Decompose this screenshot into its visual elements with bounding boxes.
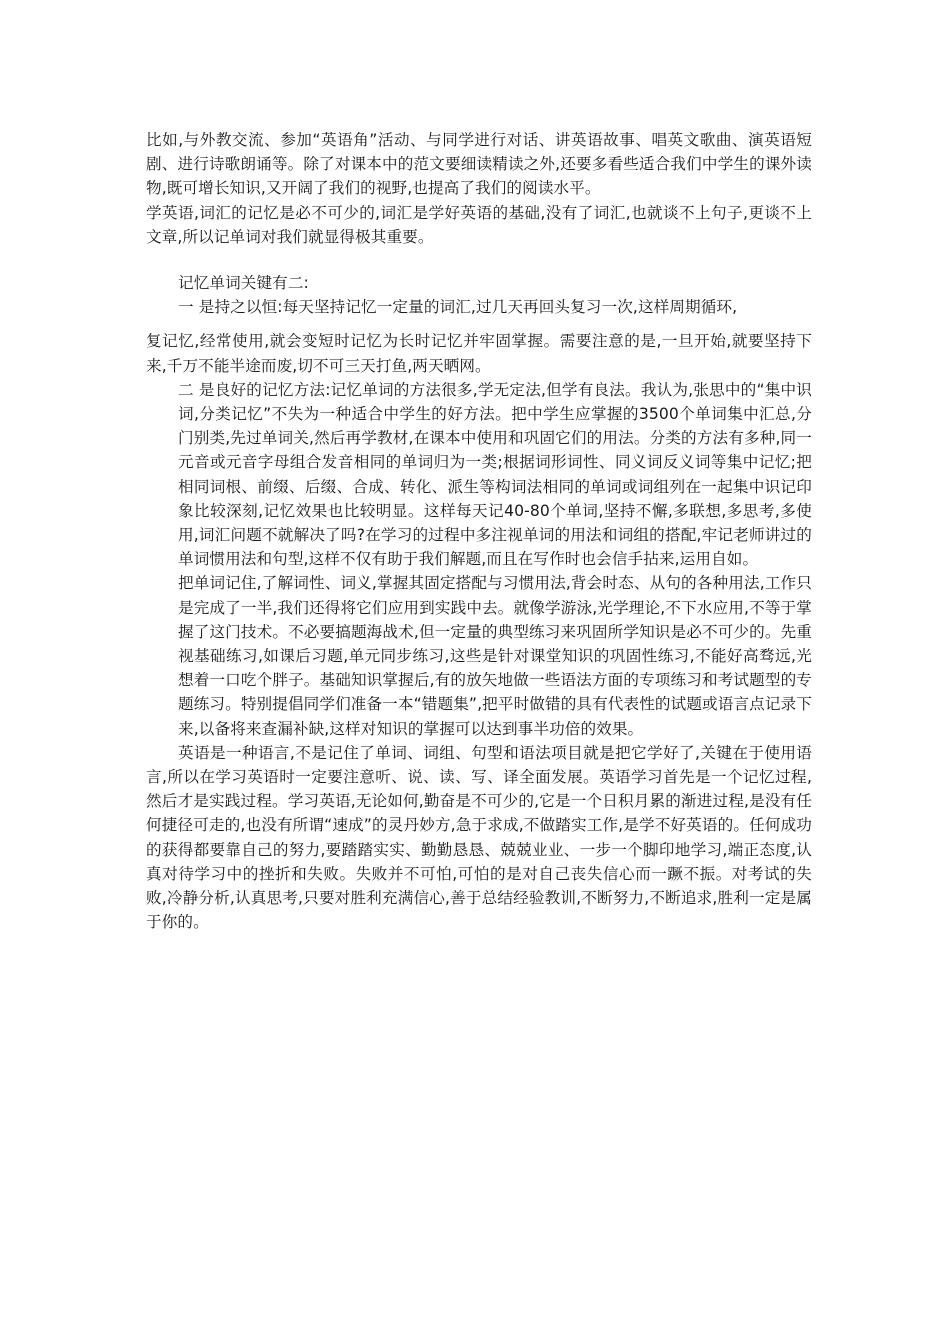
section-heading-memory-keys: 记忆单词关键有二:: [178, 274, 309, 293]
paragraph-activities: 比如,与外教交流、参加“英语角”活动、与同学进行对话、讲英语故事、唱英文歌曲、演英语短剧、进行诗歌朗诵等。除了对课本中的范文要细读精读之外,还要多看些适合我们中学生的课外读物,既可增长知识,又开阔了我们的视野,也提高了我们的阅读水平。: [146, 131, 812, 198]
list-item-memory-method: 二 是良好的记忆方法:记忆单词的方法很多,学无定法,但学有良法。我认为,张思中的“集中识词,分类记忆”不失为一种适合中学生的好方法。把中学生应掌握的3500个单词集中汇总,分门别类,先过单词关,然后再学教材,在课本中使用和巩固它们的用法。分类的方法有多种,同一元音或元音字母组合发音相同的单词归为一类;根据词形词性、同义词反义词等集中记忆;把相同词根、前缀、后缀、合成、转化、派生等构词法相同的单词或词组列在一起集中识记印象比较深刻,记忆效果也比较明显。这样每天记40-80个单词,坚持不懈,多联想,多思考,多使用,词汇问题不就解决了吗?在学习的过程中多注视单词的用法和词组的搭配,牢记老师讲过的单词惯用法和句型,这样不仅有助于我们解题,而且在写作时也会信手拈来,运用自如。: [178, 380, 812, 569]
paragraph-persistence-detail: 复记忆,经常使用,就会变短时记忆为长时记忆并牢固掌握。需要注意的是,一旦开始,就要坚持下来,千万不能半途而废,切不可三天打鱼,两天晒网。: [146, 332, 812, 375]
list-item-persistence: 一 是持之以恒:每天坚持记忆一定量的词汇,过几天再回头复习一次,这样周期循环,: [178, 298, 738, 317]
paragraph-practice: 把单词记住,了解词性、词义,掌握其固定搭配与习惯用法,背会时态、从句的各种用法,工作只是完成了一半,我们还得将它们应用到实践中去。就像学游泳,光学理论,不下水应用,不等于掌握了这门技术。不必要搞题海战术,但一定量的典型练习来巩固所学知识是必不可少的。先重视基础练习,如课后习题,单元同步练习,这些是针对课堂知识的巩固性练习,不能好高骛远,光想着一口吃个胖子。基础知识掌握后,有的放矢地做一些语法方面的专项练习和考试题型的专题练习。特别提倡同学们准备一本“错题集”,把平时做错的具有代表性的试题或语言点记录下来,以备将来查漏补缺,这样对知识的掌握可以达到事半功倍的效果。: [178, 574, 812, 738]
paragraph-vocabulary-importance: 学英语,词汇的记忆是必不可少的,词汇是学好英语的基础,没有了词汇,也就谈不上句子,更谈不上文章,所以记单词对我们就显得极其重要。: [146, 203, 812, 246]
paragraph-language-use: 英语是一种语言,不是记住了单词、词组、句型和语法项目就是把它学好了,关键在于使用语言,所以在学习英语时一定要注意听、说、读、写、译全面发展。英语学习首先是一个记忆过程,然后才是实践过程。学习英语,无论如何,勤奋是不可少的,它是一个日积月累的渐进过程,是没有任何捷径可走的,也没有所谓“速成”的灵丹妙方,急于求成,不做踏实工作,是学不好英语的。任何成功的获得都要靠自己的努力,要踏踏实实、勤勤恳恳、兢兢业业、一步一个脚印地学习,端正态度,认真对待学习中的挫折和失败。失败并不可怕,可怕的是对自己丧失信心而一蹶不振。对考试的失败,冷静分析,认真思考,只要对胜利充满信心,善于总结经验教训,不断努力,不断追求,胜利一定是属于你的。: [146, 743, 812, 932]
document-page: [146, 128, 812, 935]
